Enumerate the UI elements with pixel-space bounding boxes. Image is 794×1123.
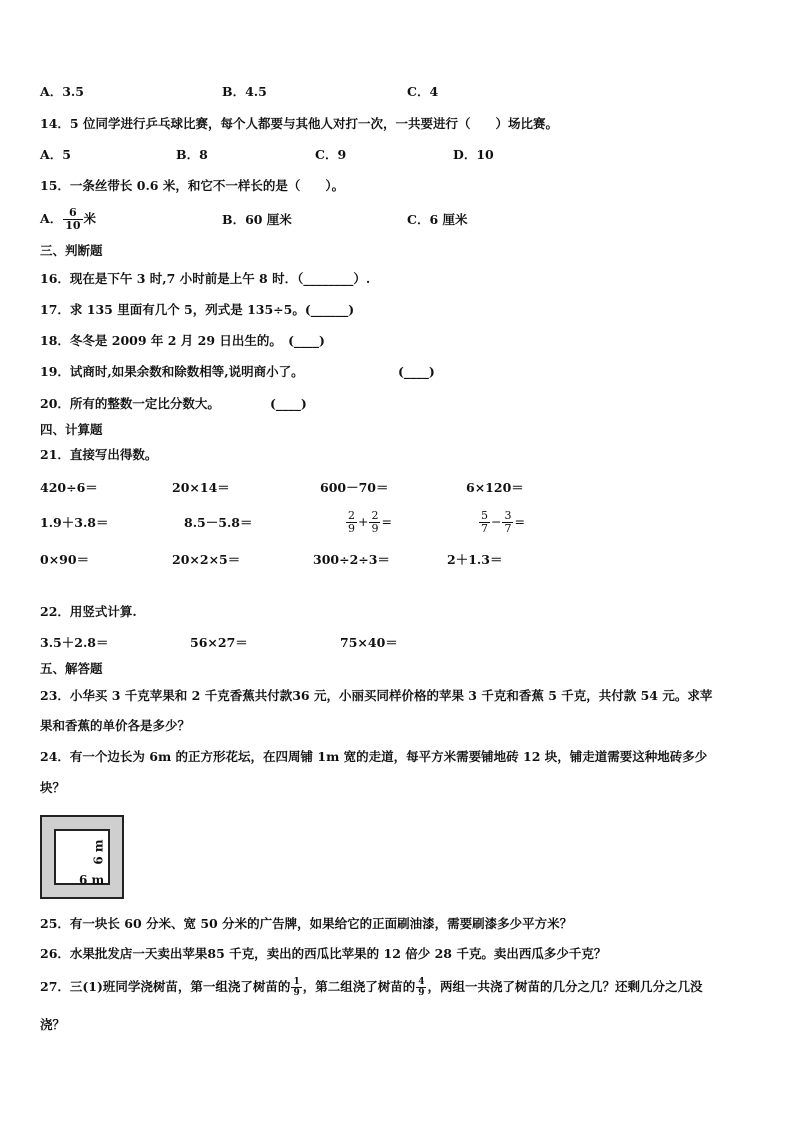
q27-line-2: 浇？ [40, 1017, 66, 1032]
q26-text: 26．水果批发店一天卖出苹果85 千克，卖出的西瓜比苹果的 12 倍少 28 千克。卖出西瓜多少千克？ [40, 946, 607, 961]
section-5-heading: 五、解答题 [40, 661, 103, 676]
q17-text: 17．求 135 里面有几个 5，列式是 135÷5。(______) [40, 302, 355, 317]
calc-item: 300÷2÷3＝ [313, 552, 390, 567]
q15-option-a: A． $\frac{6}{10}$ 米 [40, 206, 97, 232]
q15-fraction: $\frac{6}{10}$ [65, 206, 81, 232]
q13-option-c: C．4 [407, 84, 439, 99]
q14-option-b: B．8 [176, 147, 208, 162]
q18-text: 18．冬冬是 2009 年 2 月 29 日出生的。 (____) [40, 333, 325, 348]
q27-fraction-2: $\frac{4}{9}$ [418, 977, 425, 998]
q16-text: 16．现在是下午 3 时,7 小时前是上午 8 时．（________）. [40, 271, 371, 286]
section-4-heading: 四、计算题 [40, 422, 103, 437]
calc-item: 20×2×5＝ [172, 552, 241, 567]
q24-line-2: 块？ [40, 780, 66, 795]
q15-text: 15．一条丝带长 0.6 米，和它不一样长的是（ ）。 [40, 178, 345, 193]
figure-label-bottom: 6 m [79, 873, 105, 887]
q24-line-1: 24．有一个边长为 6m 的正方形花坛，在四周铺 1m 宽的走道，每平方米需要铺地砖 12 块，铺走道需要这种地砖多少 [40, 749, 708, 764]
q13-option-a: A．3.5 [40, 84, 84, 99]
section-3-heading: 三、判断题 [40, 243, 103, 258]
q25-text: 25．有一块长 60 分米、宽 50 分米的广告牌，如果给它的正面刷油漆，需要刷漆多少平方米？ [40, 916, 573, 931]
q14-text: 14．5 位同学进行乒乓球比赛，每个人都要与其他人对打一次，一共要进行（ ）场比赛。 [40, 116, 558, 131]
calc-item: 2＋1.3＝ [447, 552, 503, 567]
q19-blank: (____) [398, 364, 435, 379]
calc-item: 600－70＝ [320, 480, 389, 495]
q21-text: 21．直接写出得数。 [40, 447, 158, 462]
q19-text: 19．试商时,如果余数和除数相等,说明商小了。 [40, 364, 304, 379]
calc-item: 6×120＝ [466, 480, 524, 495]
calc-item: 20×14＝ [172, 480, 230, 495]
q27-fraction-1: $\frac{1}{9}$ [293, 977, 300, 998]
calc-item: 56×27＝ [190, 635, 248, 650]
q23-line-1: 23．小华买 3 千克苹果和 2 千克香蕉共付款36 元，小丽买同样价格的苹果 3 千克和香蕉 5 千克，共付款 54 元。求苹 [40, 688, 713, 703]
calc-item: 8.5－5.8＝ [184, 515, 253, 530]
calc-fraction-sum: $\frac{2}{9}$ + $\frac{2}{9}$ = [348, 509, 392, 535]
q15-option-c: C．6 厘米 [407, 212, 468, 227]
q22-text: 22．用竖式计算. [40, 604, 137, 619]
q20-blank: (____) [270, 396, 307, 411]
square-flowerbed-figure [40, 815, 124, 899]
calc-item: 3.5＋2.8＝ [40, 635, 109, 650]
calc-fraction-difference: $\frac{5}{7}$ − $\frac{3}{7}$ = [481, 509, 525, 535]
q15-option-b: B．60 厘米 [222, 212, 292, 227]
calc-item: 420÷6＝ [40, 480, 98, 495]
q20-text: 20．所有的整数一定比分数大。 [40, 396, 220, 411]
figure-label-right: 6 m [91, 839, 106, 865]
calc-item: 75×40＝ [340, 635, 398, 650]
q14-option-c: C．9 [315, 147, 347, 162]
calc-item: 0×90＝ [40, 552, 90, 567]
q13-option-b: B．4.5 [222, 84, 267, 99]
flowerbed-inner-square [54, 829, 110, 885]
q23-line-2: 果和香蕉的单价各是多少？ [40, 718, 191, 733]
q14-option-a: A．5 [40, 147, 71, 162]
q14-option-d: D．10 [453, 147, 494, 162]
q27-line-1: 27．三(1)班同学浇树苗，第一组浇了树苗的 $\frac{1}{9}$ ，第二组浇了树苗的 $\frac{4}{9}$ ，两组一共浇了树苗的几分之几？还剩几分之几没 [40, 977, 703, 998]
calc-item: 1.9＋3.8＝ [40, 515, 109, 530]
